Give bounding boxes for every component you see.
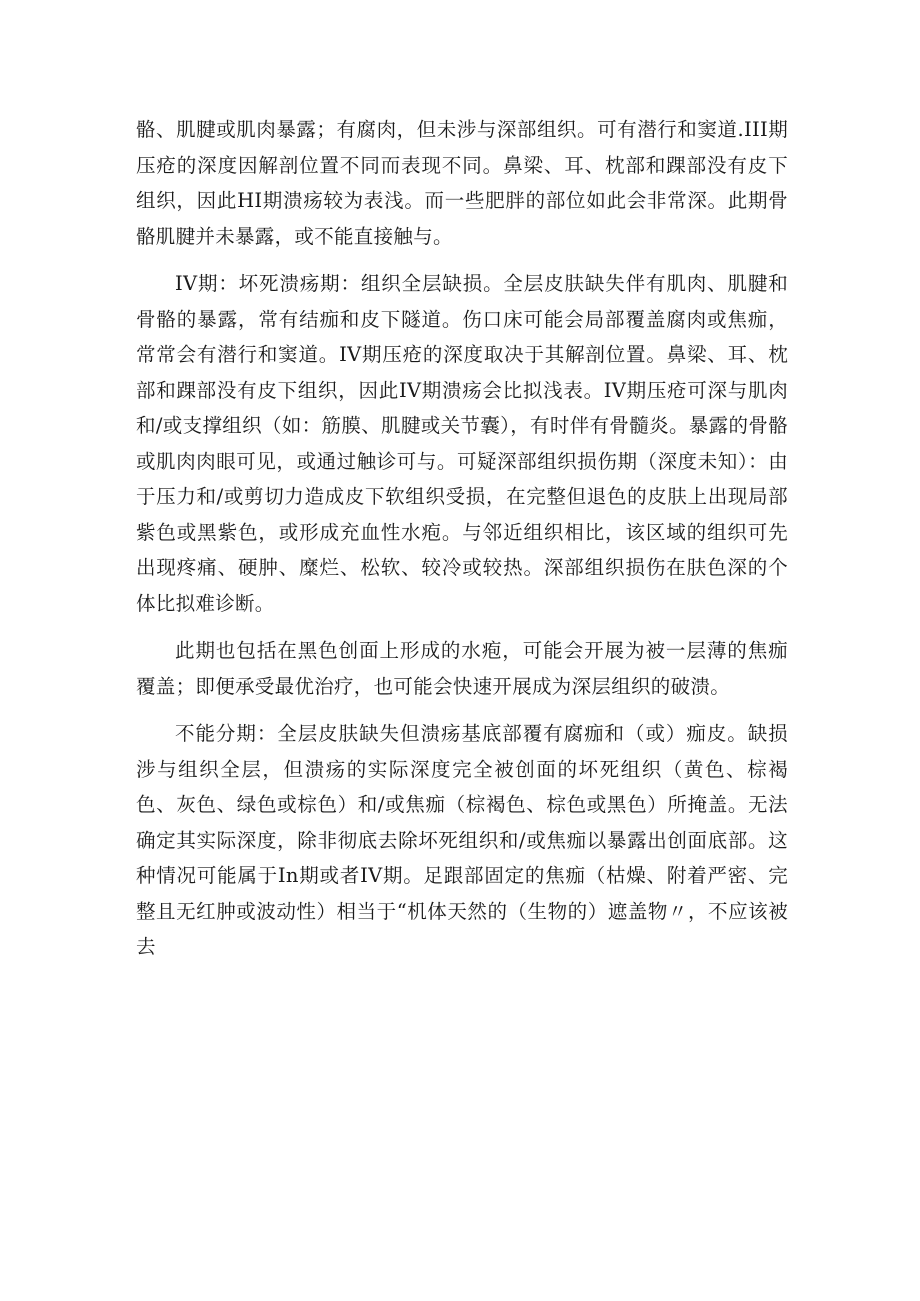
paragraph-2: IV期：坏死溃疡期：组织全层缺损。全层皮肤缺失伴有肌肉、肌腱和骨骼的暴露，常有结痂和皮下隧道。伤口床可能会局部覆盖腐肉或焦痂，常常会有潜行和窦道。IV期压疮的深度取决于其解剖位置。鼻梁、耳、枕部和踝部没有皮下组织，因此IV期溃疡会比拟浅表。IV期压疮可深与肌肉和/或支撑组织（如：筋膜、肌腱或关节囊），有时伴有骨髓炎。暴露的骨骼或肌肉肉眼可见，或通过触诊可与。可疑深部组织损伤期（深度未知）：由于压力和/或剪切力造成皮下软组织受损，在完整但退色的皮肤上出现局部紫色或黑紫色，或形成充血性水疱。与邻近组织相比，该区域的组织可先出现疼痛、硬肿、糜烂、松软、较冷或较热。深部组织损伤在肤色深的个体比拟难诊断。 [136,272,788,615]
paragraph-3: 此期也包括在黑色创面上形成的水疱，可能会开展为被一层薄的焦痂覆盖；即便承受最优治疗，也可能会快速开展成为深层组织的破溃。 [136,639,788,698]
paragraph-4: 不能分期：全层皮肤缺失但溃疡基底部覆有腐痂和（或）痂皮。缺损涉与组织全层，但溃疡的实际深度完全被创面的坏死组织（黄色、棕褐色、灰色、绿色或棕色）和/或焦痂（棕褐色、棕色或黑色）所掩盖。无法确定其实际深度，除非彻底去除坏死组织和/或焦痂以暴露出创面底部。这种情况可能属于In期或者IV期。足跟部固定的焦痂（枯燥、附着严密、完整且无红肿或波动性）相当于“机体天然的（生物的）遮盖物〃，不应该被去 [136,722,788,958]
paragraph-1: 骼、肌腱或肌肉暴露；有腐肉，但未涉与深部组织。可有潜行和窦道.III期压疮的深度因解剖位置不同而表现不同。鼻梁、耳、枕部和踝部没有皮下组织，因此HI期溃疡较为表浅。而一些肥胖的部位如此会非常深。此期骨骼肌腱并未暴露，或不能直接触与。 [136,118,788,248]
document-body [136,112,788,977]
